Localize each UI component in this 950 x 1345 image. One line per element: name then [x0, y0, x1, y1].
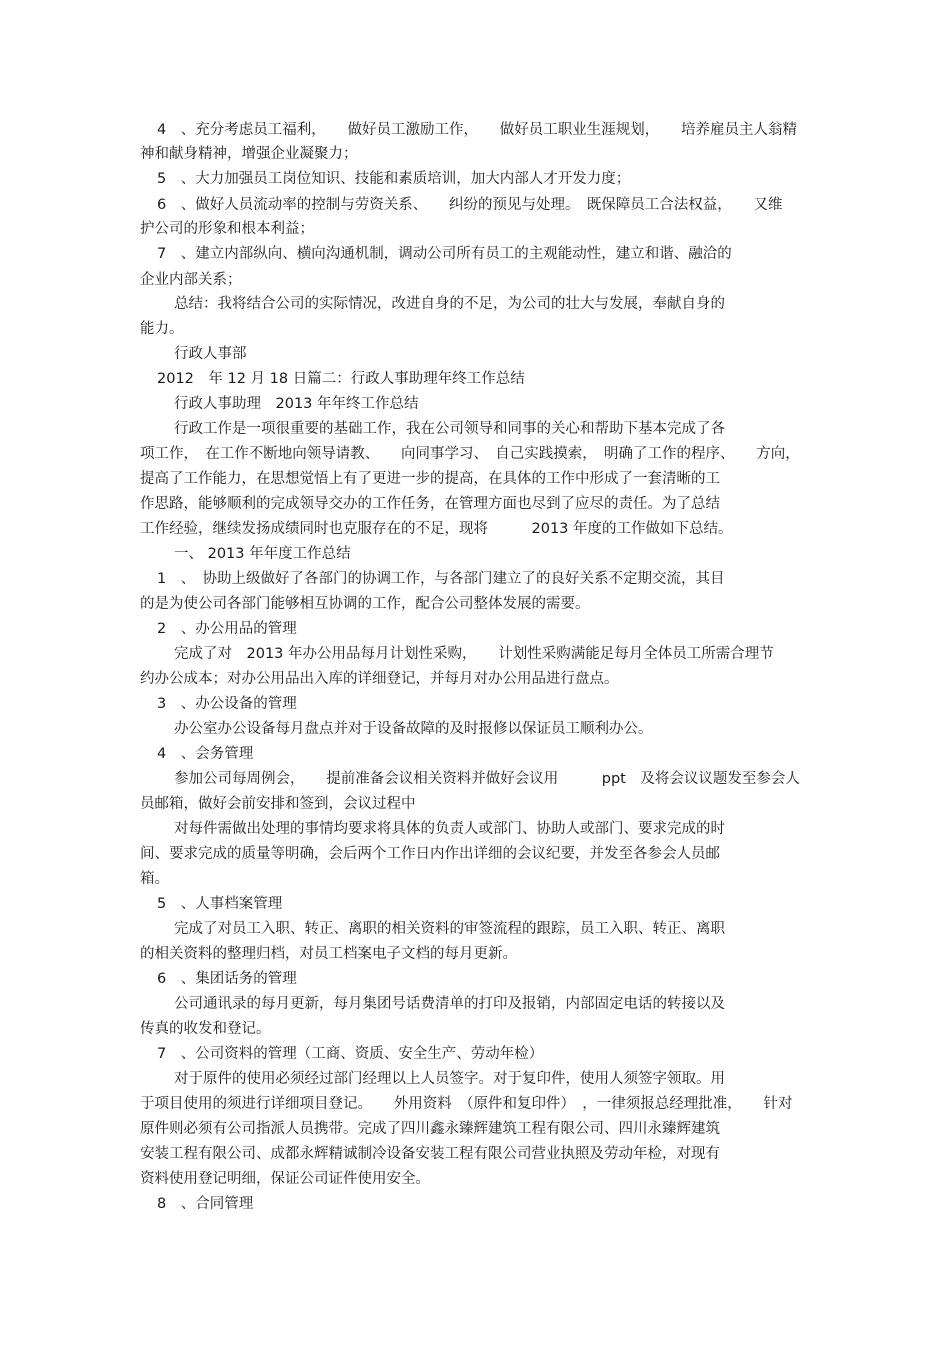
text-line: 6 、集团话务的管理 [157, 971, 297, 987]
text-line: 对于原件的使用必须经过部门经理以上人员签字。对于复印件，使用人须签字领取。用 [174, 1071, 725, 1087]
text-line: 5 、人事档案管理 [157, 896, 283, 912]
text-line: 4 、会务管理 [157, 746, 254, 762]
text-line: 7 、公司资料的管理（工商、资质、安全生产、劳动年检） [157, 1046, 544, 1062]
text-line: 总结：我将结合公司的实际情况，改进自身的不足，为公司的壮大与发展，奉献自身的 [174, 296, 725, 312]
text-line: 对每件需做出处理的事情均要求将具体的负责人或部门、协助人或部门、要求完成的时 [174, 821, 725, 837]
text-line: 箱。 [140, 871, 169, 887]
text-line: 员邮箱，做好会前安排和签到，会议过程中 [140, 796, 416, 812]
text-line: 6 、做好人员流动率的控制与劳资关系、 纠纷的预见与处理。 既保障员工合法权益， 又维 [157, 197, 783, 213]
text-line: 于项目使用的须进行详细项目登记。 外用资料 （原件和复印件） ，一律须报总经理批准， 针对 [140, 1096, 793, 1112]
text-line: 公司通讯录的每月更新，每月集团号话费清单的打印及报销，内部固定电话的转接以及 [174, 996, 725, 1012]
text-line: 约办公成本；对办公用品出入库的详细登记，并每月对办公用品进行盘点。 [140, 671, 619, 687]
text-line: 神和献身精神，增强企业凝聚力； [140, 146, 358, 162]
text-line: 间、要求完成的质量等明确，会后两个工作日内作出详细的会议纪要，并发至各参会人员邮 [140, 846, 720, 862]
text-line: 传真的收发和登记。 [140, 1021, 271, 1037]
text-line: 2 、办公用品的管理 [157, 621, 297, 637]
text-line: 3 、办公设备的管理 [157, 696, 297, 712]
text-line: 作思路，能够顺利的完成领导交办的工作任务，在管理方面也尽到了应尽的责任。为了总结 [140, 496, 720, 512]
text-line: 资料使用登记明细，保证公司证件使用安全。 [140, 1171, 430, 1187]
text-line: 行政人事部 [174, 346, 247, 362]
text-line: 的相关资料的整理归档，对员工档案电子文档的每月更新。 [140, 946, 517, 962]
text-line: 企业内部关系； [140, 272, 242, 288]
text-line: 项工作， 在工作不断地向领导请教、 向同事学习、 自己实践摸索， 明确了工作的程序、 方向， [140, 446, 800, 462]
text-line: 的是为使公司各部门能够相互协调的工作，配合公司整体发展的需要。 [140, 596, 590, 612]
text-line: 8 、合同管理 [157, 1196, 254, 1212]
text-line: 1 、 协助上级做好了各部门的协调工作，与各部门建立了的良好关系不定期交流，其目 [157, 571, 725, 587]
text-line: 5 、大力加强员工岗位知识、技能和素质培训，加大内部人才开发力度； [157, 171, 631, 187]
text-line: 能力。 [140, 321, 184, 337]
text-line: 2012 年 12 月 18 日篇二：行政人事助理年终工作总结 [157, 371, 525, 387]
text-line: 办公室办公设备每月盘点并对于设备故障的及时报修以保证员工顺利办公。 [174, 721, 653, 737]
text-line: 参加公司每周例会， 提前准备会议相关资料并做好会议用 ppt 及将会议议题发至参会人 [174, 771, 800, 787]
text-line: 完成了对员工入职、转正、离职的相关资料的审签流程的跟踪，员工入职、转正、离职 [174, 921, 725, 937]
text-line: 工作经验，继续发扬成绩同时也克服存在的不足，现将 2013 年度的工作做如下总结。 [140, 521, 733, 537]
text-line: 护公司的形象和根本利益； [140, 221, 314, 237]
text-line: 完成了对 2013 年办公用品每月计划性采购， 计划性采购满能足每月全体员工所需合理节 [174, 646, 774, 662]
text-line: 提高了工作能力，在思想觉悟上有了更进一步的提高，在具体的工作中形成了一套清晰的工 [140, 471, 720, 487]
text-line: 行政人事助理 2013 年年终工作总结 [174, 396, 419, 412]
text-line: 一、 2013 年年度工作总结 [174, 546, 351, 562]
text-line: 7 、建立内部纵向、横向沟通机制，调动公司所有员工的主观能动性，建立和谐、融洽的 [157, 246, 732, 262]
text-line: 4 、充分考虑员工福利， 做好员工激励工作， 做好员工职业生涯规划， 培养雇员主人翁精 [157, 122, 797, 138]
text-line: 原件则必须有公司指派人员携带。完成了四川鑫永臻辉建筑工程有限公司、四川永臻辉建筑 [140, 1121, 720, 1137]
text-line: 行政工作是一项很重要的基础工作，我在公司领导和同事的关心和帮助下基本完成了各 [174, 421, 725, 437]
text-line: 安装工程有限公司、成都永辉精诚制冷设备安装工程有限公司营业执照及劳动年检，对现有 [140, 1146, 720, 1162]
